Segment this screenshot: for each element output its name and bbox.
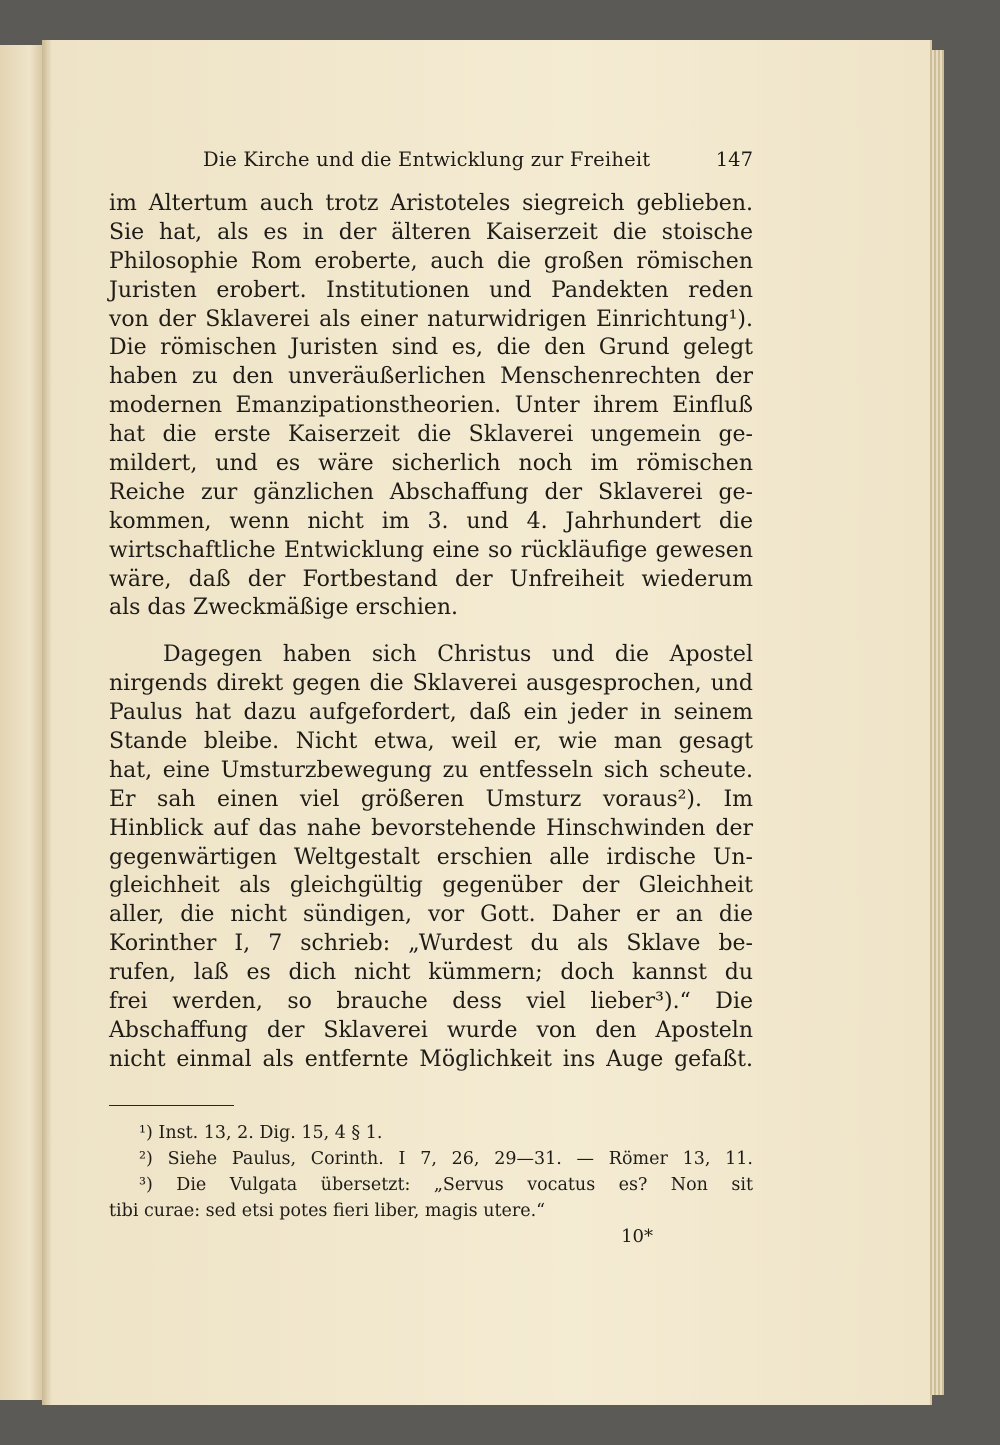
text-line: aller, die nicht sündigen, vor Gott. Daher er an die (109, 902, 753, 928)
text-line: Juristen erobert. Institutionen und Pandekten reden (109, 277, 753, 303)
text-line: nicht einmal als entfernte Möglichkeit ins Auge gefaßt. (109, 1046, 753, 1072)
text-line: Philosophie Rom eroberte, auch die großen römischen (109, 248, 753, 274)
paragraph-2 (109, 641, 753, 1074)
text-line: Reiche zur gänzlichen Abschaffung der Sklaverei ge- (109, 479, 753, 505)
text-line: Dagegen haben sich Christus und die Apostel (163, 642, 753, 668)
text-line: haben zu den unveräußerlichen Menschenrechten der (109, 364, 753, 390)
text-line: kommen, wenn nicht im 3. und 4. Jahrhundert die (109, 508, 753, 534)
text-line: Korinther I, 7 schrieb: „Wurdest du als Sklave be- (109, 931, 753, 957)
paragraph-1 (109, 190, 753, 623)
text-line: Sie hat, als es in der älteren Kaiserzeit die stoische (109, 219, 753, 245)
page-content (109, 148, 753, 1250)
page-number: 147 (715, 148, 753, 171)
text-line: von der Sklaverei als einer naturwidrigen Einrichtung¹). (109, 306, 753, 332)
text-line: mildert, und es wäre sicherlich noch im römischen (109, 451, 753, 477)
footnote-divider (109, 1105, 234, 1106)
running-title: Die Kirche und die Entwicklung zur Freiheit (203, 148, 651, 171)
text-line: als das Zweckmäßige erschien. (109, 595, 459, 621)
text-line: Hinblick auf das nahe bevorstehende Hinschwinden der (109, 815, 753, 841)
footnote-3: ³) Die Vulgata übersetzt: „Servus vocatus es? Non sit (139, 1174, 753, 1195)
text-line: wirtschaftliche Entwicklung eine so rückläufige gewesen (109, 537, 753, 563)
left-page-edge (0, 45, 42, 1400)
text-line: wäre, daß der Fortbestand der Unfreiheit wiederum (109, 566, 753, 592)
text-line: Abschaffung der Sklaverei wurde von den Aposteln (109, 1017, 753, 1043)
footnote-1: ¹) Inst. 13, 2. Dig. 15, 4 § 1. (139, 1122, 383, 1143)
signature-mark: 10* (621, 1225, 653, 1247)
text-line: modernen Emanzipationstheorien. Unter ihrem Einfluß (109, 393, 753, 419)
running-header (109, 148, 753, 176)
text-line: rufen, laß es dich nicht kümmern; doch kannst du (109, 960, 753, 986)
footnote-2: ²) Siehe Paulus, Corinth. I 7, 26, 29—31. — Römer 13, 11. (139, 1148, 753, 1169)
text-line: nirgends direkt gegen die Sklaverei ausgesprochen, und (109, 671, 753, 697)
text-line: Die römischen Juristen sind es, die den Grund gelegt (109, 335, 753, 361)
text-line: Stande bleibe. Nicht etwa, weil er, wie man gesagt (109, 729, 753, 755)
text-line: Er sah einen viel größeren Umsturz voraus²). Im (109, 786, 753, 812)
text-line: gleichheit als gleichgültig gegenüber der Gleichheit (109, 873, 753, 899)
text-line: Paulus hat dazu aufgefordert, daß ein jeder in seinem (109, 700, 753, 726)
footnotes (109, 1120, 753, 1224)
text-line: frei werden, so brauche dess viel lieber³).“ Die (109, 989, 753, 1015)
text-line: hat, eine Umsturzbewegung zu entfesseln sich scheute. (109, 757, 753, 783)
text-line: hat die erste Kaiserzeit die Sklaverei ungemein ge- (109, 422, 753, 448)
page-stack-edge (930, 50, 944, 1395)
footnote-3-continued: tibi curae: sed etsi potes fieri liber, magis utere.“ (109, 1200, 546, 1221)
text-line: gegenwärtigen Weltgestalt erschien alle irdische Un- (109, 844, 753, 870)
text-line: im Altertum auch trotz Aristoteles siegreich geblieben. (109, 191, 753, 216)
